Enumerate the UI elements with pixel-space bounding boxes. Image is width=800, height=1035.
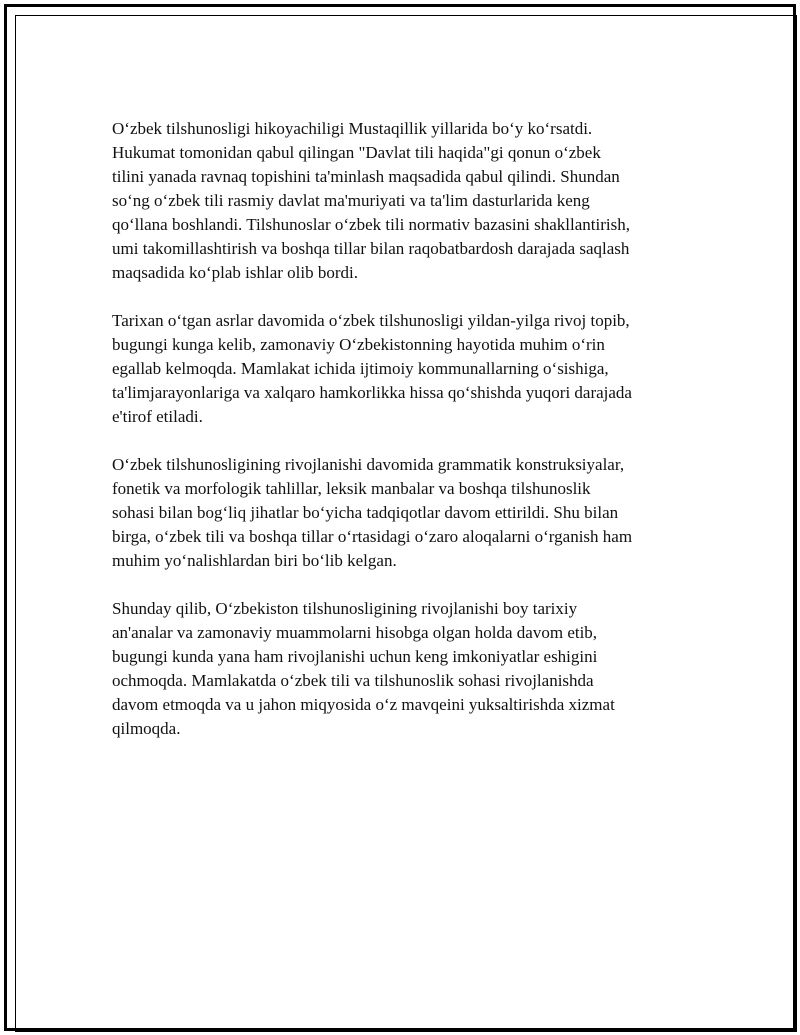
paragraph-3: O‘zbek tilshunosligining rivojlanishi davomida grammatik konstruksiyalar, fonetik va morfologik tahlillar, leksik manbalar va boshqa tilshunoslik sohasi bilan bog‘liq jihatlar bo‘yicha tadqiqotlar davom ettirildi. Shu bilan birga, o‘zbek tili va boshqa tillar o‘rtasidagi o‘zaro aloqalarni o‘rganish ham muhim yo‘nalishlardan biri bo‘lib kelgan. <box>112 455 633 570</box>
paragraph-4: Shunday qilib, O‘zbekiston tilshunosligining rivojlanishi boy tarixiy an'analar va zamonaviy muammolarni hisobga olgan holda davom etib, bugungi kunda yana ham rivojlanishi uchun keng imkoniyatlar eshigini ochmoqda. Mamlakatda o‘zbek tili va tilshunoslik sohasi rivojlanishda davom etmoqda va u jahon miqyosida o‘z mavqeini yuksaltirishda xizmat qilmoqda. <box>112 599 615 738</box>
paragraph-2: Tarixan o‘tgan asrlar davomida o‘zbek tilshunosligi yildan-yilga rivoj topib, bugungi kunga kelib, zamonaviy O‘zbekistonning hayotida muhim o‘rin egallab kelmoqda. Mamlakat ichida ijtimoiy kommunallarning o‘sishiga, ta'limjarayonlariga va xalqaro hamkorlikka hissa qo‘shishda yuqori darajada e'tirof etiladi. <box>112 311 632 426</box>
document-body <box>112 117 692 765</box>
paragraph-1: O‘zbek tilshunosligi hikoyachiligi Mustaqillik yillarida bo‘y ko‘rsatdi. Hukumat tomonidan qabul qilingan "Davlat tili haqida"gi qonun o‘zbek tilini yanada ravnaq topishini ta'minlash maqsadida qabul qilindi. Shundan so‘ng o‘zbek tili rasmiy davlat ma'muriyati va ta'lim dasturlarida keng qo‘llana boshlandi. Tilshunoslar o‘zbek tili normativ bazasini shakllantirish, umi takomillashtirish va boshqa tillar bilan raqobatbardosh darajada saqlash maqsadida ko‘plab ishlar olib bordi. <box>112 119 630 282</box>
